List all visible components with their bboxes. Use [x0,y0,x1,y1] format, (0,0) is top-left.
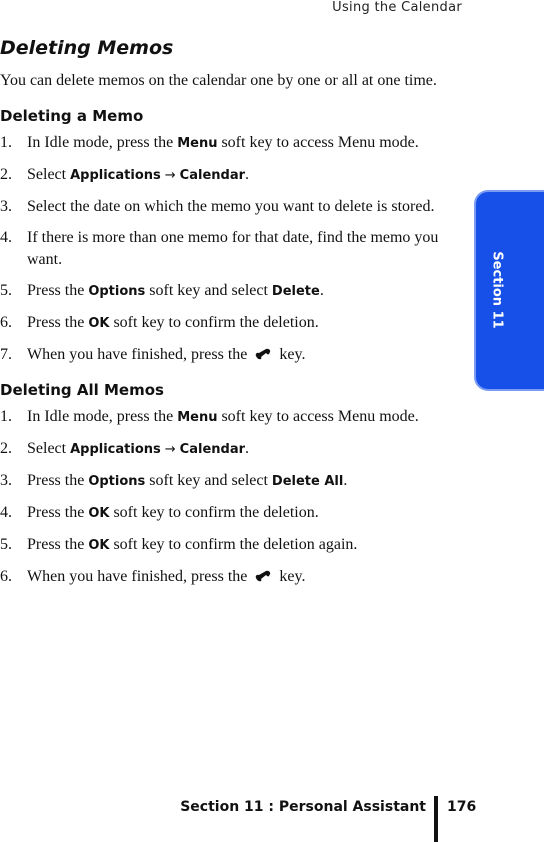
arrow-icon: → [164,168,176,183]
end-key-icon [253,569,273,583]
step-text: Select [27,440,71,457]
list-item [0,164,462,187]
footer-section-title: Section 11 : Personal Assistant [180,799,426,815]
steps-list [0,406,462,588]
step-number: 3. [0,198,12,215]
step-text: Press the [27,504,89,521]
list-item [0,280,462,303]
step-text: In Idle mode, press the [27,408,178,425]
step-text: . [245,440,250,457]
step-text: soft key and select [145,472,272,489]
step-text: Select the date on which the memo you want to delete is stored. [27,198,435,215]
step-number: 5. [0,282,12,299]
step-text: Press the [27,314,89,331]
key-label: Delete All [271,474,344,489]
arrow-icon: → [164,442,176,457]
step-text: Select [27,166,71,183]
step-text: When you have finished, press the [27,568,252,585]
step-number: 6. [0,568,12,585]
step-text: Press the [27,472,89,489]
key-label: Calendar [179,442,246,457]
list-item [0,438,462,461]
step-number: 1. [0,134,12,151]
list-item [0,312,462,335]
list-item [0,534,462,557]
step-text: If there is more than one memo for that date, find the memo you want. [27,229,439,268]
step-text: Press the [27,282,89,299]
section-tab [474,190,544,391]
key-label: Options [88,474,146,489]
section-heading: Deleting a Memo [0,107,144,125]
list-item [0,566,462,588]
footer-divider [434,796,438,842]
key-label: OK [88,316,110,331]
key-label: OK [88,538,110,553]
list-item [0,132,462,155]
step-number: 6. [0,314,12,331]
key-label: Calendar [179,168,246,183]
key-label: Delete [271,284,320,299]
step-text: When you have finished, press the [27,346,252,363]
page-footer [0,796,544,842]
section-heading: Deleting All Memos [0,381,164,399]
key-label: OK [88,506,110,521]
step-text: Press the [27,536,89,553]
running-header: Using the Calendar [332,0,462,15]
step-text: In Idle mode, press the [27,134,178,151]
steps-list [0,132,462,366]
step-text: . [319,282,324,299]
step-text: . [343,472,348,489]
list-item [0,344,462,366]
intro-paragraph: You can delete memos on the calendar one by one or all at one time. [0,72,437,89]
key-label: Menu [177,136,218,151]
step-number: 7. [0,346,12,363]
page-number: 176 [447,799,477,815]
step-text: soft key to access Menu mode. [217,134,419,151]
list-item [0,196,462,218]
step-text: soft key to confirm the deletion again. [109,536,358,553]
step-text: key. [275,568,306,585]
list-item [0,470,462,493]
step-number: 2. [0,440,12,457]
step-number: 2. [0,166,12,183]
key-label: Options [88,284,146,299]
step-text: soft key to access Menu mode. [217,408,419,425]
step-text: soft key and select [145,282,272,299]
page-title: Deleting Memos [0,37,174,59]
step-text: soft key to confirm the deletion. [109,314,319,331]
key-label: Applications [70,442,161,457]
step-number: 4. [0,504,12,521]
step-text: soft key to confirm the deletion. [109,504,319,521]
step-number: 4. [0,229,12,246]
section-tab-label: Section 11 [489,251,505,329]
page-content [0,36,462,602]
list-item [0,406,462,429]
sections-container [0,106,462,588]
step-text: . [245,166,250,183]
key-label: Applications [70,168,161,183]
list-item [0,227,462,271]
step-number: 5. [0,536,12,553]
list-item [0,502,462,525]
step-number: 1. [0,408,12,425]
step-number: 3. [0,472,12,489]
step-text: key. [275,346,306,363]
key-label: Menu [177,410,218,425]
end-key-icon [253,347,273,361]
